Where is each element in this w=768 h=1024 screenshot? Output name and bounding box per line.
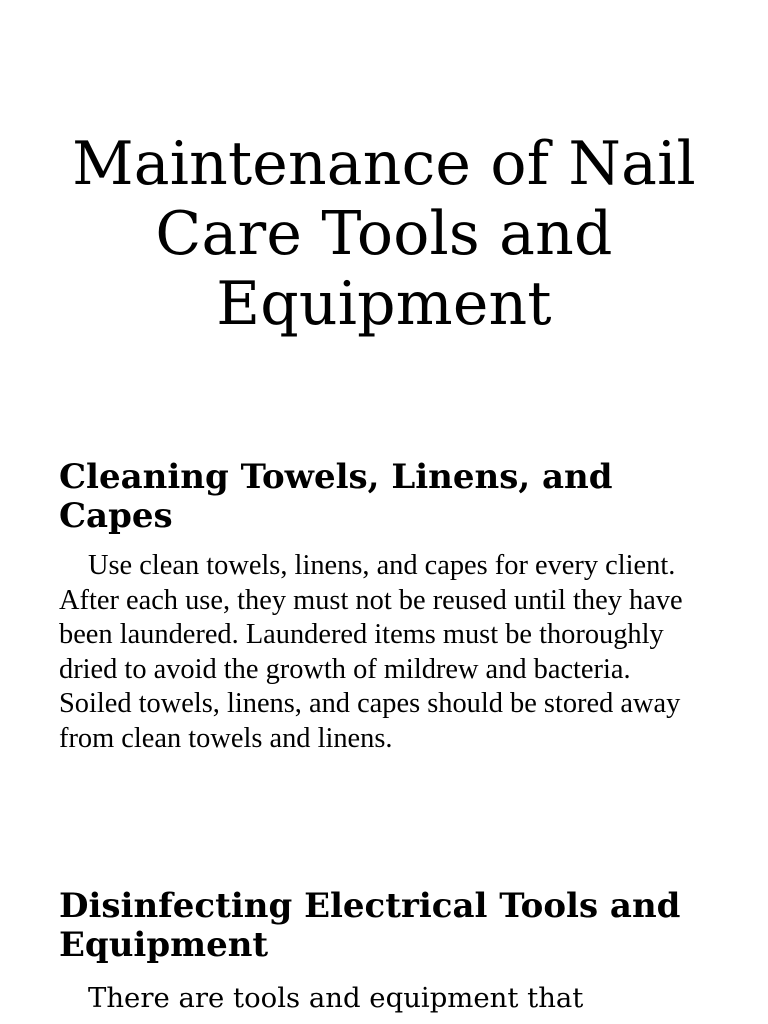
document-title: Maintenance of Nail Care Tools and Equipment [72, 129, 696, 339]
section-heading-disinfecting-electrical-tools: Disinfecting Electrical Tools and Equipment [59, 886, 681, 965]
section-body-disinfecting-electrical-tools: There are tools and equipment that [88, 982, 584, 1014]
section-body-cleaning-towels: Use clean towels, linens, and capes for every client. After each use, they must not be reused until they have been laundered. Laundered items must be thoroughly dried to avoid the growth of mildrew and bacteria. Soiled towels, linens, and capes should be stored away from clean towels and linens. [59, 550, 683, 754]
section-heading-cleaning-towels: Cleaning Towels, Linens, and Capes [59, 457, 613, 536]
